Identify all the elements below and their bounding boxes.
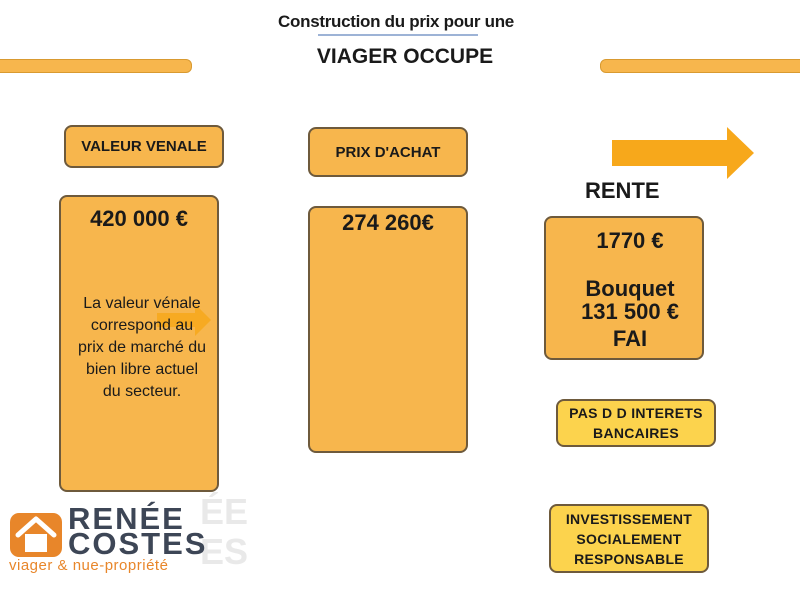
prix-achat-amount: 274 260€	[342, 210, 434, 235]
description-line: La valeur vénale	[83, 295, 201, 312]
arrow-right-icon	[612, 127, 757, 179]
bouquet-amount: 131 500 €	[581, 299, 679, 324]
subtitle-underline	[318, 34, 478, 36]
valeur-venale-label: VALEUR VENALE	[64, 125, 224, 168]
investissement-badge	[549, 504, 709, 573]
prix-achat-box	[308, 206, 468, 453]
description-line: bien libre actuel	[85, 361, 199, 378]
rente-title: RENTE	[585, 178, 660, 203]
subtitle: Construction du prix pour une	[278, 12, 514, 31]
bouquet-suffix: FAI	[612, 326, 648, 351]
valeur-venale-description	[52, 293, 232, 403]
description-line: correspond au	[90, 317, 194, 334]
badge-line: PAS D D INTERETS	[569, 405, 703, 421]
badge-line: BANCAIRES	[593, 425, 679, 441]
house-logo-icon	[8, 505, 64, 557]
brand-name-line1: RENÉE	[68, 501, 185, 536]
right-decorative-bar	[600, 59, 800, 73]
valeur-venale-amount: 420 000 €	[90, 206, 188, 231]
badge-line: INVESTISSEMENT	[565, 510, 693, 527]
left-decorative-bar	[0, 59, 192, 73]
brand-tagline: viager & nue-propriété	[9, 557, 169, 574]
description-line: du secteur.	[102, 383, 182, 400]
badge-line: RESPONSABLE	[574, 550, 684, 567]
page-title: VIAGER OCCUPE	[316, 45, 494, 68]
description-line: prix de marché du	[77, 339, 207, 356]
brand-name-line2: COSTES	[68, 526, 208, 561]
bouquet-label: Bouquet	[585, 276, 675, 301]
ghost-watermark: ÉE ES	[200, 491, 249, 572]
rente-amount: 1770 €	[596, 228, 664, 253]
prix-achat-label: PRIX D'ACHAT	[308, 127, 468, 177]
badge-line: SOCIALEMENT	[576, 530, 682, 547]
pas-interets-badge	[556, 399, 716, 447]
